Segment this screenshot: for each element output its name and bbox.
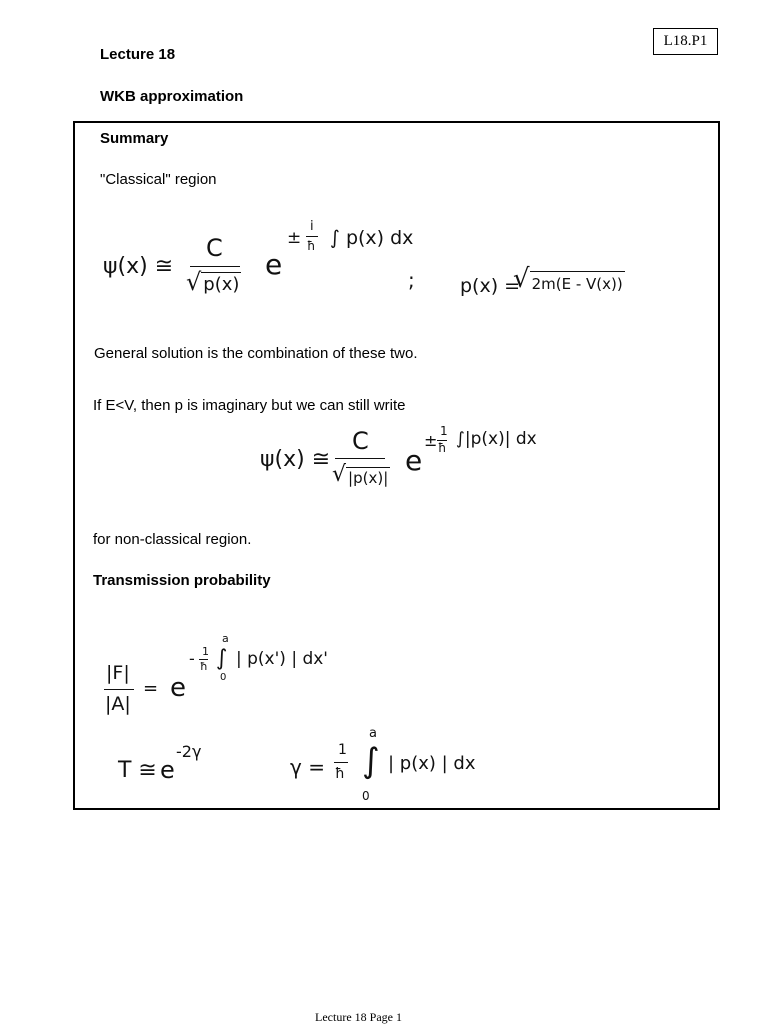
eq3-denominator: |A| bbox=[105, 693, 131, 715]
eq4-lhs: T ≅ bbox=[118, 758, 157, 783]
gamma-num: 1 bbox=[338, 742, 347, 758]
gamma-fraction-line bbox=[334, 762, 348, 763]
transmission-heading: Transmission probability bbox=[93, 572, 271, 589]
lecture-title: Lecture 18 bbox=[100, 46, 176, 63]
eq3-equals: = bbox=[143, 678, 159, 699]
summary-heading: Summary bbox=[100, 130, 169, 147]
eq1-denominator bbox=[186, 270, 241, 294]
eq1-denominator-radicand: p(x) bbox=[203, 274, 240, 295]
radical-icon: √ bbox=[332, 462, 347, 487]
eq1-exp-fraction-line bbox=[306, 236, 318, 237]
eq2-exp-den: ħ bbox=[438, 441, 447, 455]
eq1-exp-sign: ± bbox=[287, 228, 302, 248]
eq3-integrand: | p(x') | dx' bbox=[236, 649, 328, 669]
eq1-separator: ; bbox=[408, 268, 415, 292]
gamma-integrand: | p(x) | dx bbox=[388, 753, 476, 774]
eq2-exp-num: 1 bbox=[440, 424, 448, 438]
eq1-numerator: C bbox=[206, 234, 223, 262]
classical-region-label: "Classical" region bbox=[100, 171, 217, 188]
general-solution-text: General solution is the combination of these two. bbox=[94, 345, 418, 362]
gamma-lhs: γ = bbox=[290, 755, 325, 779]
eq3-exp-sign: - bbox=[189, 649, 195, 668]
momentum-radical bbox=[513, 266, 625, 292]
imaginary-note-text: If E<V, then p is imaginary but we can still write bbox=[93, 397, 406, 414]
gamma-upper-limit: a bbox=[369, 726, 377, 741]
eq2-denominator bbox=[332, 464, 390, 486]
page-footer: Lecture 18 Page 1 bbox=[315, 1010, 402, 1024]
topic-title: WKB approximation bbox=[100, 88, 244, 105]
eq3-exp-num: 1 bbox=[202, 645, 209, 658]
eq1-fraction-line bbox=[190, 266, 240, 267]
eq2-fraction-line bbox=[335, 458, 385, 459]
eq3-exp-den: ħ bbox=[200, 660, 208, 673]
eq3-fraction-line bbox=[104, 689, 134, 690]
eq3-numerator: |F| bbox=[106, 662, 130, 684]
eq3-upper-limit: a bbox=[222, 632, 229, 645]
eq1-exp-den: ħ bbox=[307, 239, 316, 253]
integral-icon: ∫ bbox=[362, 741, 380, 781]
eq2-base: e bbox=[405, 444, 423, 477]
eq2-lhs: ψ(x) ≅ bbox=[260, 447, 331, 472]
eq2-denominator-radicand: |p(x)| bbox=[348, 469, 389, 487]
gamma-den: ħ bbox=[335, 766, 345, 782]
non-classical-text: for non-classical region. bbox=[93, 531, 252, 548]
momentum-radicand: 2m(E - V(x)) bbox=[530, 271, 625, 292]
integral-icon: ∫ bbox=[216, 646, 228, 671]
eq1-lhs: ψ(x) ≅ bbox=[103, 254, 174, 279]
eq3-lower-limit: 0 bbox=[220, 672, 227, 683]
radical-icon: √ bbox=[513, 264, 530, 294]
gamma-lower-limit: 0 bbox=[362, 789, 370, 803]
momentum-lhs: p(x) = bbox=[460, 275, 521, 297]
eq1-base: e bbox=[265, 248, 283, 281]
eq3-base: e bbox=[170, 673, 186, 703]
page-tag: L18.P1 bbox=[653, 28, 718, 55]
radical-icon: √ bbox=[186, 268, 202, 296]
summary-box bbox=[73, 121, 720, 810]
eq4-exponent: -2γ bbox=[176, 742, 202, 761]
eq1-exp-integral: ∫ p(x) dx bbox=[330, 227, 414, 249]
eq1-exp-num: i bbox=[310, 219, 314, 234]
eq4-base: e bbox=[160, 756, 175, 784]
eq2-exp-integral: ∫|p(x)| dx bbox=[456, 429, 537, 449]
eq2-exp-sign: ± bbox=[424, 431, 438, 450]
eq2-numerator: C bbox=[352, 427, 369, 455]
